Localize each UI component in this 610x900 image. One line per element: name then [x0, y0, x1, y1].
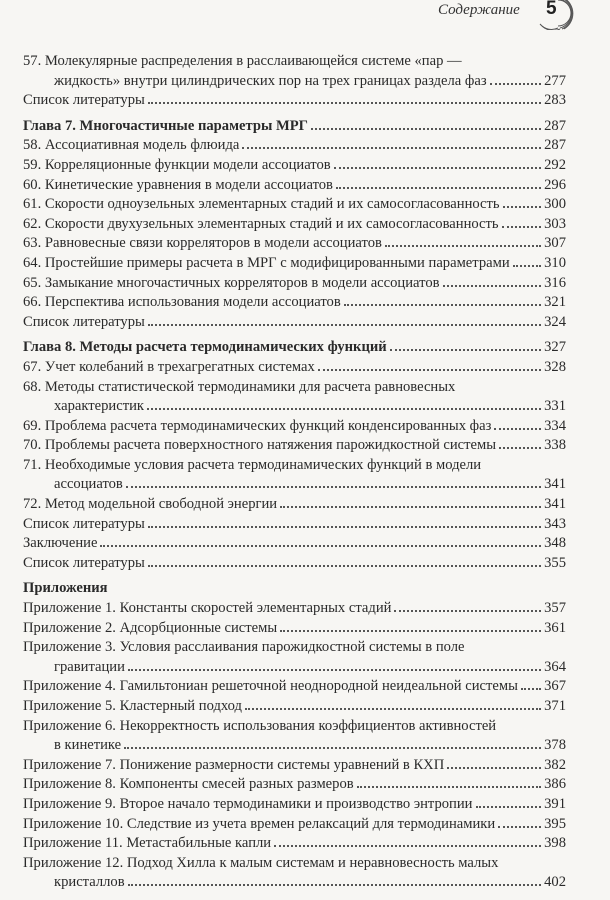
dot-leader — [280, 630, 541, 632]
toc-entry-title: Список литературы — [23, 515, 145, 532]
toc-entry — [23, 293, 566, 313]
toc-entry — [23, 697, 566, 717]
toc-entry-title: 65. Замыкание многочастичных корреляторов в модели ассоциатов — [23, 274, 440, 291]
toc-entry — [23, 215, 566, 235]
dot-leader — [124, 747, 541, 749]
toc-entry — [23, 397, 566, 417]
dot-leader — [498, 826, 541, 828]
toc-entry-title: гравитации — [54, 658, 125, 675]
dot-leader — [385, 245, 541, 247]
toc-entry-title: Приложение 12. Подход Хилла к малым системам и неравновесность малых — [23, 854, 499, 871]
toc-entry-title: 62. Скорости двухузельных элементарных стадий и их самосогласованность — [23, 215, 499, 232]
toc-entry-page: 287 — [544, 117, 566, 134]
toc-entry — [23, 736, 566, 756]
toc-entry — [23, 775, 566, 795]
dot-leader — [100, 545, 541, 547]
toc-entry-title: Глава 8. Методы расчета термодинамических функций — [23, 339, 387, 356]
toc-entry-page: 361 — [544, 619, 566, 636]
toc-entry — [23, 834, 566, 854]
toc-entry — [23, 599, 566, 619]
toc-entry — [23, 515, 566, 535]
toc-entry-page: 277 — [544, 72, 566, 89]
toc-entry-page: 371 — [544, 698, 566, 714]
toc-entry-title: 58. Ассоциативная модель флюида — [23, 137, 240, 154]
page-number: 5 — [546, 0, 557, 19]
dot-leader — [521, 688, 541, 690]
toc-entry-title: кристаллов — [54, 874, 125, 891]
toc-entry-page: 334 — [544, 417, 566, 434]
dot-leader — [344, 304, 541, 306]
toc-entry-page: 292 — [544, 156, 566, 173]
dot-leader — [126, 486, 541, 488]
dot-leader — [503, 206, 542, 208]
toc-entry — [23, 195, 566, 215]
toc-entry — [23, 378, 566, 398]
dot-leader — [242, 147, 541, 149]
toc-entry-page: 303 — [544, 215, 566, 232]
toc-entry — [23, 495, 566, 515]
toc-entry — [23, 658, 566, 678]
toc-entry — [23, 717, 566, 737]
dot-leader — [390, 349, 541, 351]
toc-entry — [23, 234, 566, 254]
toc-entry — [23, 358, 566, 378]
toc-entry — [23, 638, 566, 658]
toc-entry-title: характеристик — [54, 398, 144, 415]
toc-entry — [23, 854, 566, 874]
toc-heading — [23, 117, 566, 137]
dot-leader — [148, 324, 541, 326]
toc-entry-page: 348 — [544, 535, 566, 552]
toc-entry-title: Заключение — [23, 535, 98, 552]
toc-entry-page: 310 — [544, 254, 566, 271]
toc-entry-title: Список литературы — [23, 554, 145, 571]
toc-entry — [23, 91, 566, 111]
toc-entry-title: Глава 7. Многочастичные параметры МРГ — [23, 117, 308, 134]
toc-entry-title: Приложение 9. Второе начало термодинамики и производство энтропии — [23, 795, 473, 812]
toc-entry — [23, 156, 566, 176]
toc-entry-title: 63. Равновесные связи корреляторов в модели ассоциатов — [23, 235, 382, 252]
toc-entry-title: Приложение 11. Метастабильные капли — [23, 835, 272, 852]
toc-entry — [23, 417, 566, 437]
dot-leader — [280, 506, 541, 508]
toc-entry — [23, 456, 566, 476]
toc-entry-page: 324 — [544, 313, 566, 330]
dot-leader — [513, 265, 541, 267]
dot-leader — [494, 428, 541, 430]
toc-entry-page: 395 — [544, 815, 566, 832]
toc-entry-title: Приложение 2. Адсорбционные системы — [23, 619, 278, 636]
toc-entry-title: 70. Проблемы расчета поверхностного натяжения парожидкостной системы — [23, 437, 497, 454]
toc-heading — [23, 579, 566, 599]
toc-entry — [23, 274, 566, 294]
toc-entry-title: 64. Простейшие примеры расчета в МРГ с модифицированными параметрами — [23, 254, 510, 271]
toc-entry-title: 67. Учет колебаний в трехагрегатных системах — [23, 358, 315, 375]
toc-entry — [23, 677, 566, 697]
toc-entry — [23, 534, 566, 554]
dot-leader — [128, 669, 541, 671]
toc-entry-title: 57. Молекулярные распределения в расслаивающейся системе «пар — — [23, 53, 462, 69]
dot-leader — [499, 447, 541, 449]
toc-entry-title: Список литературы — [23, 92, 145, 109]
toc-entry-title: Приложение 4. Гамильтониан решеточной неоднородной неидеальной системы — [23, 678, 518, 695]
dot-leader — [476, 806, 542, 808]
dot-leader — [147, 408, 541, 410]
toc-entry-title: 71. Необходимые условия расчета термодинамических функций в модели — [23, 456, 482, 473]
toc-entry — [23, 254, 566, 274]
dot-leader — [334, 167, 541, 169]
dot-leader — [148, 526, 541, 528]
toc-entry-title: Приложение 8. Компоненты смесей разных размеров — [23, 776, 354, 793]
toc-entry-page: 328 — [544, 358, 566, 375]
toc-entry-title: Приложение 10. Следствие из учета времен релаксаций для термодинамики — [23, 815, 496, 832]
toc-entry-page: 283 — [544, 92, 566, 109]
toc-entry — [23, 619, 566, 639]
dot-leader — [148, 102, 541, 104]
toc-entry-page: 338 — [544, 437, 566, 454]
toc-entry-title: 60. Кинетические уравнения в модели ассоциатов — [23, 176, 333, 193]
dot-leader — [502, 226, 542, 228]
toc-entry — [23, 52, 566, 72]
toc-entry-title: 72. Метод модельной свободной энергии — [23, 496, 278, 513]
toc-entry-page: 343 — [544, 515, 566, 532]
toc-entry-title: в кинетике — [54, 737, 122, 754]
dot-leader — [245, 708, 541, 710]
toc-entry — [23, 756, 566, 776]
table-of-contents — [23, 52, 566, 893]
toc-entry-title: 68. Методы статистической термодинамики для расчета равновесных — [23, 378, 456, 395]
toc-entry-title: Приложение 3. Условия расслаивания парожидкостной системы в поле — [23, 639, 465, 656]
toc-entry-title: ассоциатов — [54, 476, 123, 493]
toc-entry — [23, 72, 566, 92]
toc-entry-page: 386 — [544, 776, 566, 793]
toc-entry-page: 341 — [544, 476, 566, 493]
dot-leader — [311, 128, 541, 130]
toc-entry-page: 357 — [544, 600, 566, 617]
toc-entry-title: Приложение 6. Некорректность использования коэффициентов активностей — [23, 717, 497, 734]
toc-entry — [23, 313, 566, 333]
dot-leader — [318, 369, 541, 371]
toc-entry-title: Приложение 5. Кластерный подход — [23, 698, 242, 714]
toc-entry-page: 378 — [544, 737, 566, 754]
toc-entry-page: 331 — [544, 398, 566, 415]
dot-leader — [443, 285, 542, 287]
toc-entry-title: 66. Перспектива использования модели ассоциатов — [23, 294, 341, 311]
toc-heading — [23, 338, 566, 358]
dot-leader — [394, 610, 541, 612]
toc-entry — [23, 136, 566, 156]
dot-leader — [447, 767, 541, 769]
toc-entry-title: Приложение 7. Понижение размерности системы уравнений в КХП — [23, 756, 445, 773]
toc-entry — [23, 436, 566, 456]
toc-entry — [23, 176, 566, 196]
dot-leader — [490, 83, 541, 85]
toc-entry-page: 355 — [544, 554, 566, 571]
toc-entry — [23, 795, 566, 815]
toc-entry-page: 382 — [544, 756, 566, 773]
toc-entry-title: Приложения — [23, 580, 108, 597]
toc-entry — [23, 873, 566, 893]
toc-entry-page: 321 — [544, 294, 566, 311]
toc-entry-page: 316 — [544, 274, 566, 291]
toc-entry — [23, 815, 566, 835]
dot-leader — [128, 884, 542, 886]
dot-leader — [148, 565, 541, 567]
toc-entry-title: 61. Скорости одноузельных элементарных стадий и их самосогласованность — [23, 196, 500, 213]
dot-leader — [274, 845, 541, 847]
toc-entry-page: 367 — [544, 678, 566, 695]
toc-entry-page: 300 — [544, 196, 566, 213]
toc-entry-title: 69. Проблема расчета термодинамических функций конденсированных фаз — [23, 417, 492, 434]
toc-entry-page: 327 — [544, 339, 566, 356]
toc-entry-page: 287 — [544, 137, 566, 154]
dot-leader — [336, 187, 541, 189]
toc-entry-page: 341 — [544, 496, 566, 513]
toc-entry-page: 296 — [544, 176, 566, 193]
toc-entry-title: Список литературы — [23, 313, 145, 330]
page-number-badge — [536, 0, 576, 28]
toc-entry-page: 364 — [544, 658, 566, 675]
toc-entry-page: 402 — [544, 874, 566, 891]
running-header-title: Содержание — [438, 2, 520, 18]
dot-leader — [357, 786, 541, 788]
toc-entry — [23, 554, 566, 574]
toc-entry-page: 391 — [544, 795, 566, 812]
toc-entry-page: 307 — [544, 235, 566, 252]
toc-entry-page: 398 — [544, 835, 566, 852]
toc-entry — [23, 475, 566, 495]
toc-entry-title: жидкость» внутри цилиндрических пор на трех границах раздела фаз — [54, 72, 487, 89]
toc-entry-title: 59. Корреляционные функции модели ассоциатов — [23, 156, 331, 173]
toc-entry-title: Приложение 1. Константы скоростей элементарных стадий — [23, 600, 392, 617]
